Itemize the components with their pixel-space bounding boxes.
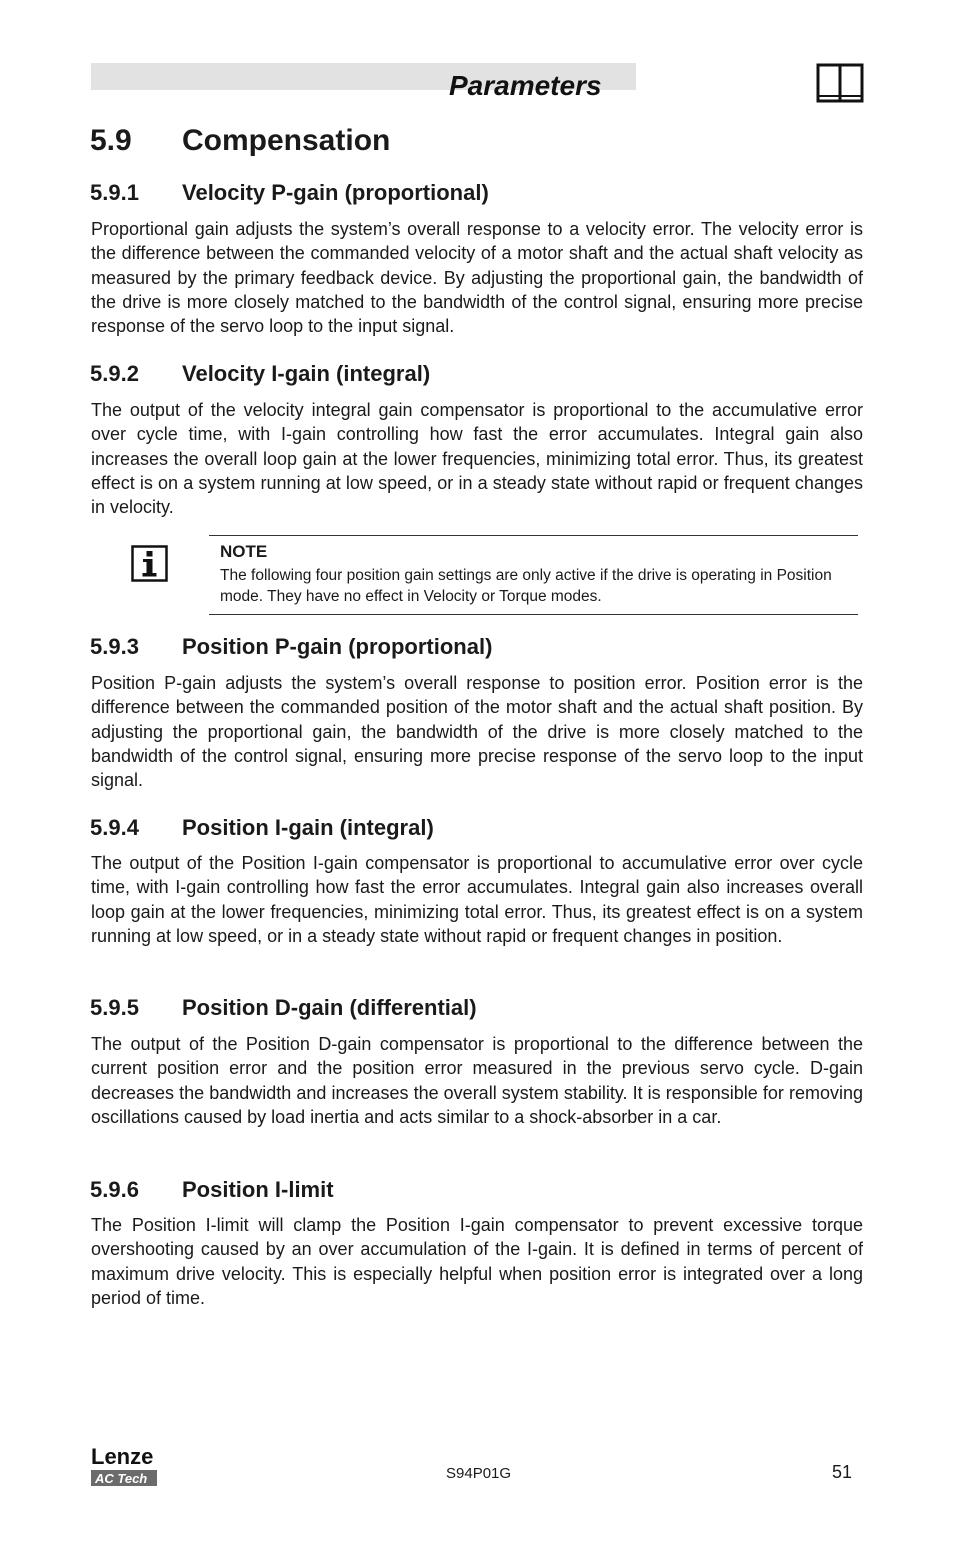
subsection-title: Velocity I-gain (integral) [182,361,431,386]
logo-bottom-text: AC Tech [95,1471,148,1486]
subsection-title: Position I-limit [182,1177,334,1202]
note-bottom-rule [209,614,858,615]
subsection-title: Position D-gain (differential) [182,995,477,1020]
section-number: 5.9 [90,124,132,157]
subsection-body: The output of the velocity integral gain compensator is proportional to the accumulative error over cycle time, with I-gain controlling how fast the error accumulates. Integral gain also increases the overall loop gain at the lower frequencies, minimizing total error. Thus, its greatest effect is on a system running at low speed, or in a steady state without rapid or frequent changes in velocity. [91,400,863,518]
subsection-heading [90,997,477,1019]
subsection-heading [90,636,492,658]
section-title [90,126,390,156]
info-icon [131,545,168,582]
subsection-title: Position P-gain (proportional) [182,634,493,659]
lenze-ac-tech-logo [91,1443,157,1487]
subsection-number: 5.9.2 [90,361,139,386]
subsection-title: Velocity P-gain (proportional) [182,180,489,205]
subsection-number: 5.9.5 [90,995,139,1020]
logo-top-text: Lenze [91,1444,154,1469]
subsection-body: Proportional gain adjusts the system’s overall response to a velocity error. The velocity error is the difference between the commanded velocity of a motor shaft and the actual shaft velocity as measured by the primary feedback device. By adjusting the proportional gain, the bandwidth of the drive is more closely matched to the bandwidth of the control signal, ensuring more precise response of the servo loop to the input signal. [91,219,863,337]
subsection-heading [90,1179,334,1201]
subsection-number: 5.9.1 [90,180,139,205]
subsection-body: The output of the Position D-gain compensator is proportional to the difference between the current position error and the position error measured in the previous servo cycle. D-gain decreases the bandwidth and increases the overall system stability. It is responsible for removing oscillations caused by load inertia and acts similar to a shock-absorber in a car. [91,1034,863,1127]
subsection-heading [90,363,430,385]
subsection-body: Position P-gain adjusts the system’s overall response to position error. Position error is the difference between the commanded position of the motor shaft and the actual shaft position. By adjusting the proportional gain, the bandwidth of the drive is more closely matched to the bandwidth of the control signal, ensuring more precise response of the servo loop to the input signal. [91,673,863,791]
subsection-heading [90,817,434,839]
subsection-number: 5.9.3 [90,634,139,659]
page-header-title: Parameters [449,70,602,101]
subsection-title: Position I-gain (integral) [182,815,434,840]
note-top-rule [209,535,858,536]
subsection-heading [90,182,489,204]
subsection-body: The Position I-limit will clamp the Position I-gain compensator to prevent excessive torque overshooting caused by an over accumulation of the I-gain. It is defined in terms of percent of maximum drive velocity. This is especially helpful when position error is integrated over a long period of time. [91,1215,863,1308]
document-number: S94P01G [446,1465,512,1482]
subsection-number: 5.9.4 [90,815,139,840]
subsection-number: 5.9.6 [90,1177,139,1202]
note-text: The following four position gain settings are only active if the drive is operating in Position mode. They have no effect in Velocity or Torque modes. [220,567,832,605]
manual-book-icon [816,62,864,104]
page-number: 51 [832,1462,853,1482]
note-label: NOTE [220,542,268,561]
subsection-body: The output of the Position I-gain compensator is proportional to accumulative error over cycle time, with I-gain controlling how fast the error accumulates. Integral gain also increases overall loop gain at the lower frequencies, minimizing total error. Thus, its greatest effect is on a system running at low speed, or in a steady state without rapid or frequent changes in position. [91,853,863,946]
section-title-text: Compensation [182,124,391,157]
